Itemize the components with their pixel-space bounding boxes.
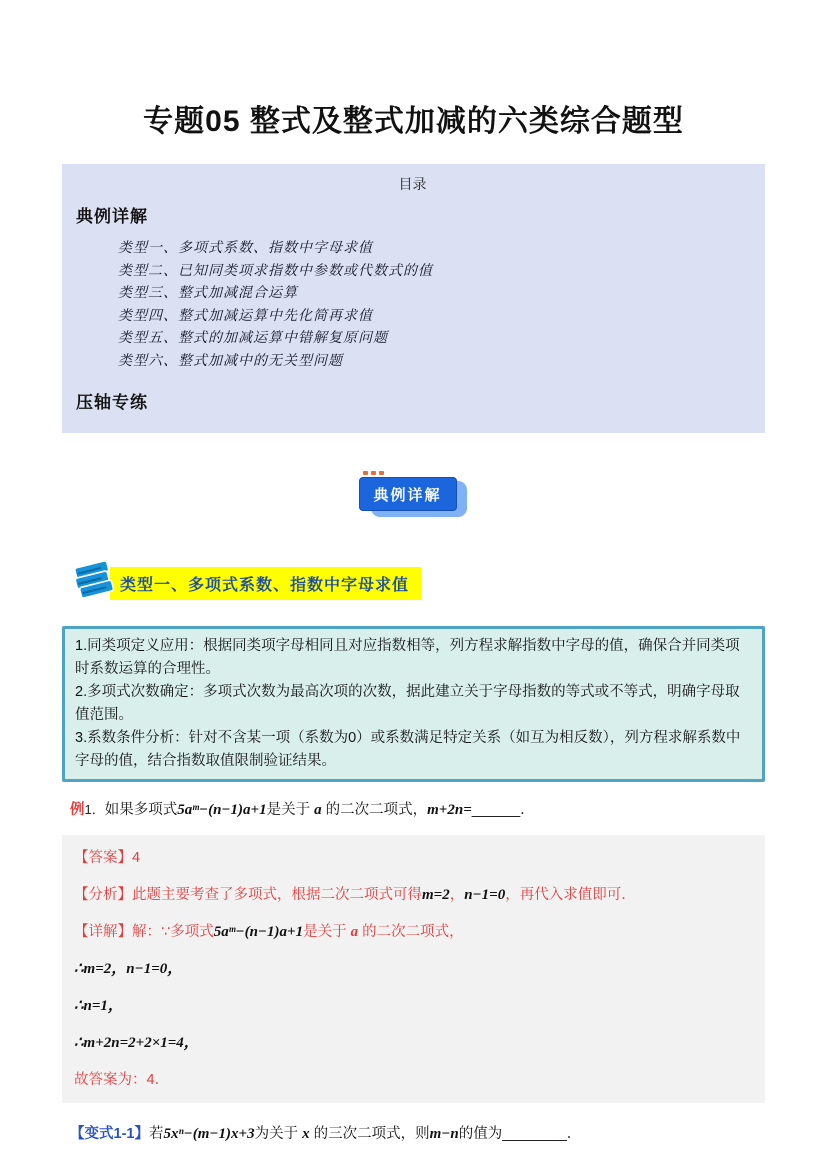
toc-header: 目录: [398, 176, 427, 192]
detail-variable: a: [350, 924, 359, 940]
toc-item-type1: 类型一、多项式系数、指数中字母求值: [118, 240, 373, 256]
analysis-math: n−1=0: [464, 887, 506, 903]
variant-text: 为关于: [254, 1126, 303, 1142]
detail-text: 解：∵多项式: [132, 924, 214, 940]
example1-period: ．: [520, 802, 535, 818]
detail-label: 【详解】: [74, 924, 132, 940]
tip-line-1: 1.同类项定义应用：根据同类项字母相同且对应指数相等，列方程求解指数中字母的值，确保合并同类项时系数运算的合理性。: [75, 638, 740, 677]
variant-text: 若: [148, 1126, 164, 1142]
variant-question: [70, 1122, 765, 1143]
solution-step-3: [74, 1032, 753, 1054]
detail-section-badge: [359, 471, 469, 519]
example1-formula: 5aᵐ−(n−1)a+1: [177, 802, 267, 818]
analysis-separator: ，: [505, 887, 520, 903]
conclusion-line: [74, 1069, 753, 1091]
page-title: 专题05 整式及整式加减的六类综合题型: [143, 105, 684, 138]
variant-label: 【变式1-1】: [70, 1126, 149, 1142]
variant-formula: 5xⁿ−(m−1)x+3: [163, 1126, 255, 1142]
conclusion-value: 4．: [146, 1072, 170, 1088]
type1-heading: [72, 557, 765, 610]
type1-heading-label: 类型一、多项式系数、指数中字母求值: [110, 567, 421, 600]
step-math: ∴n=1，: [74, 998, 123, 1014]
variant-period: ．: [566, 1126, 582, 1142]
analysis-separator: ，: [449, 887, 465, 903]
tip-line-3: 3.系数条件分析：针对不含某一项（系数为0）或系数满足特定关系（如互为相反数），列方程求解系数中字母的值，结合指数取值限制验证结果。: [75, 730, 741, 769]
detail-text: 是关于: [303, 924, 351, 940]
example1-number: 1．: [84, 802, 105, 817]
answer-value: 4: [132, 850, 141, 866]
analysis-text: 此题主要考查了多项式，根据二次二项式可得: [132, 887, 422, 903]
analysis-label: 【分析】: [74, 887, 132, 903]
variant-text: 的值为: [458, 1126, 503, 1142]
table-of-contents: [62, 164, 765, 433]
toc-item-type5: 类型五、整式的加减运算中错解复原问题: [118, 330, 388, 346]
variant-text: 的三次二项式，则: [309, 1126, 430, 1142]
analysis-math: m=2: [422, 887, 450, 903]
example1-label: 例: [70, 802, 85, 818]
badge-label: 典例详解: [359, 477, 457, 511]
tip-line-2: 2.多项式次数确定：多项式次数为最高次项的次数，据此建立关于字母指数的等式或不等式，明确字母取值范围。: [75, 684, 740, 723]
answer-line: [74, 847, 753, 869]
detail-formula: 5aᵐ−(n−1)a+1: [213, 924, 304, 940]
books-stack-icon: [72, 557, 116, 610]
variant-expression: m−n: [429, 1126, 459, 1142]
variant-blank: ________: [502, 1126, 567, 1142]
toc-item-type2: 类型二、已知同类项求指数中参数或代数式的值: [118, 262, 433, 279]
toc-item-type4: 类型四、整式加减运算中先化简再求值: [118, 307, 373, 324]
example1-text: 是关于: [266, 802, 315, 818]
solution-block: [62, 835, 765, 1103]
section-badge-row: [62, 471, 765, 521]
example1-variable: a: [314, 802, 322, 818]
detail-text: 的二次二项式，: [358, 924, 464, 940]
example1-text: 如果多项式: [104, 802, 178, 818]
solution-step-1: [74, 958, 753, 980]
variant-variable: x: [302, 1126, 310, 1142]
toc-item-type6: 类型六、整式加减中的无关型问题: [118, 352, 343, 369]
analysis-text: 再代入求值即可．: [519, 887, 636, 903]
toc-section-final: 压轴专练: [76, 393, 148, 412]
solution-step-2: [74, 995, 753, 1017]
conclusion-label: 故答案为：: [74, 1072, 147, 1088]
example1-expression: m+2n=: [427, 802, 472, 818]
detail-line: [74, 921, 753, 943]
method-tips-box: [62, 626, 765, 782]
answer-label: 【答案】: [74, 850, 132, 866]
example1-text: 的二次二项式，: [321, 802, 428, 818]
badge-dots-decoration: [363, 471, 384, 475]
example1-blank: ______: [471, 802, 521, 818]
step-math: ∴m=2，n−1=0，: [74, 961, 183, 977]
analysis-line: [74, 884, 753, 906]
example1-question: [70, 799, 765, 821]
toc-section-detail: 典例详解: [76, 207, 148, 226]
toc-item-list: [118, 237, 749, 372]
toc-item-type3: 类型三、整式加减混合运算: [118, 285, 298, 301]
step-math: ∴m+2n=2+2×1=4，: [74, 1035, 199, 1051]
